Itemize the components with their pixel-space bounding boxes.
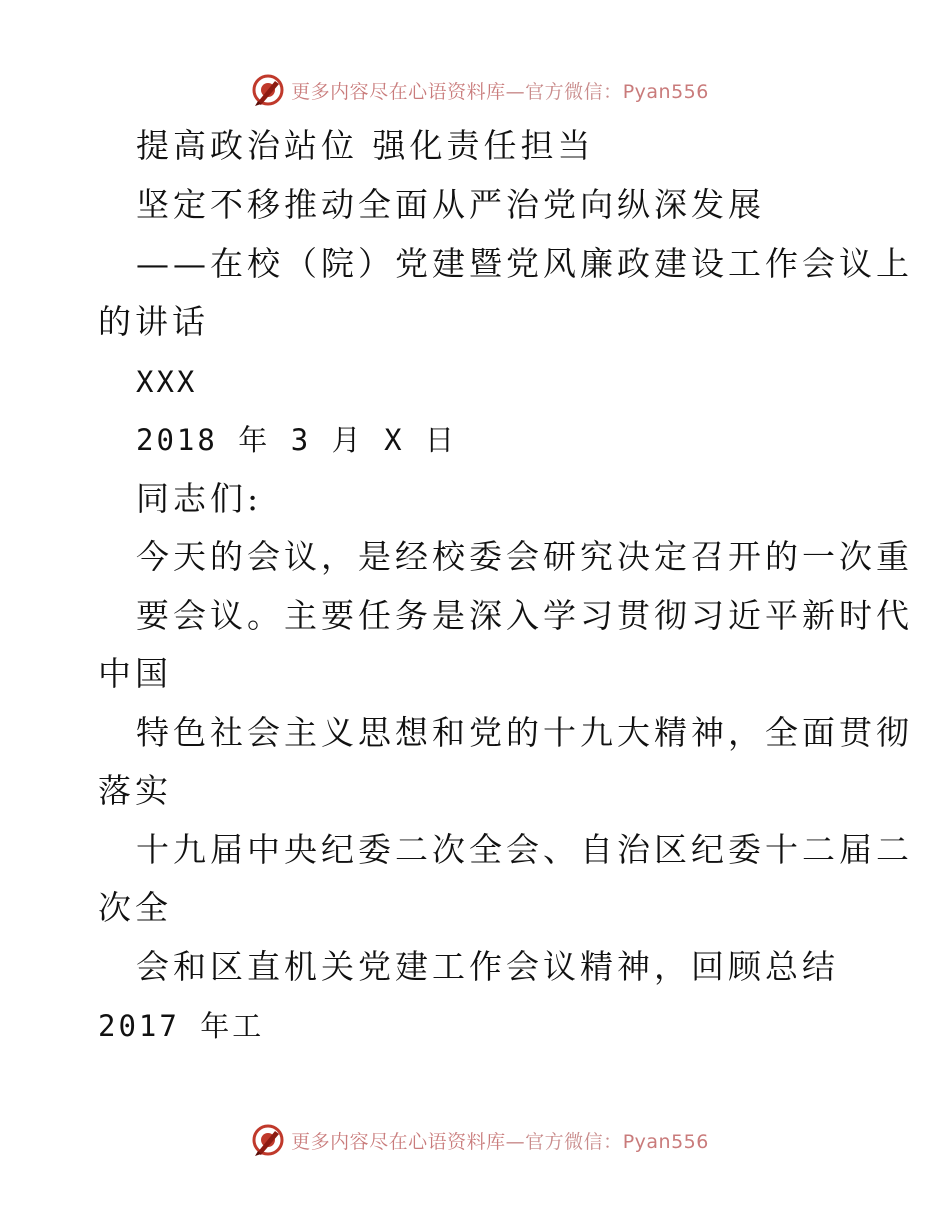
- watermark-contact-id: Pyan556: [622, 80, 709, 103]
- salutation-line: 同志们:: [136, 479, 263, 518]
- body-line-3: 中国: [98, 654, 172, 693]
- subtitle-line-1: ——在校（院）党建暨党风廉政建设工作会议上: [136, 244, 913, 283]
- body-line-6: 十九届中央纪委二次全会、自治区纪委十二届二: [136, 830, 913, 869]
- author-line: XXX: [136, 365, 198, 399]
- watermark-brand: 更多内容尽在心语资料库: [291, 80, 506, 103]
- title-line-2: 坚定不移推动全面从严治党向纵深发展: [136, 185, 765, 224]
- watermark-text: [291, 1127, 709, 1154]
- title-line-1: 提高政治站位 强化责任担当: [136, 126, 595, 165]
- watermark-contact-label: 官方微信：: [525, 80, 623, 103]
- body-line-4: 特色社会主义思想和党的十九大精神，全面贯彻: [136, 713, 913, 752]
- watermark-contact-id: Pyan556: [622, 1130, 709, 1153]
- body-line-5: 落实: [98, 771, 172, 810]
- watermark-brand: 更多内容尽在心语资料库: [291, 1130, 506, 1153]
- watermark-separator: —: [505, 1130, 526, 1153]
- subtitle-line-2: 的讲话: [98, 302, 209, 341]
- header-watermark: [0, 70, 950, 110]
- body-line-7: 次全: [98, 888, 172, 927]
- footer-watermark: [0, 1120, 950, 1160]
- watermark-group: [251, 1123, 709, 1157]
- pen-logo-icon: [251, 73, 285, 107]
- watermark-group: [251, 73, 709, 107]
- watermark-text: [291, 77, 709, 104]
- body-line-9: 2017 年工: [98, 1009, 265, 1043]
- body-line-8: 会和区直机关党建工作会议精神，回顾总结: [136, 947, 839, 986]
- date-line: 2018 年 3 月 X 日: [136, 423, 458, 457]
- body-line-2: 要会议。主要任务是深入学习贯彻习近平新时代: [136, 596, 913, 635]
- watermark-contact-label: 官方微信：: [525, 1130, 623, 1153]
- watermark-separator: —: [505, 80, 526, 103]
- body-line-1: 今天的会议，是经校委会研究决定召开的一次重: [136, 537, 913, 576]
- pen-logo-icon: [251, 1123, 285, 1157]
